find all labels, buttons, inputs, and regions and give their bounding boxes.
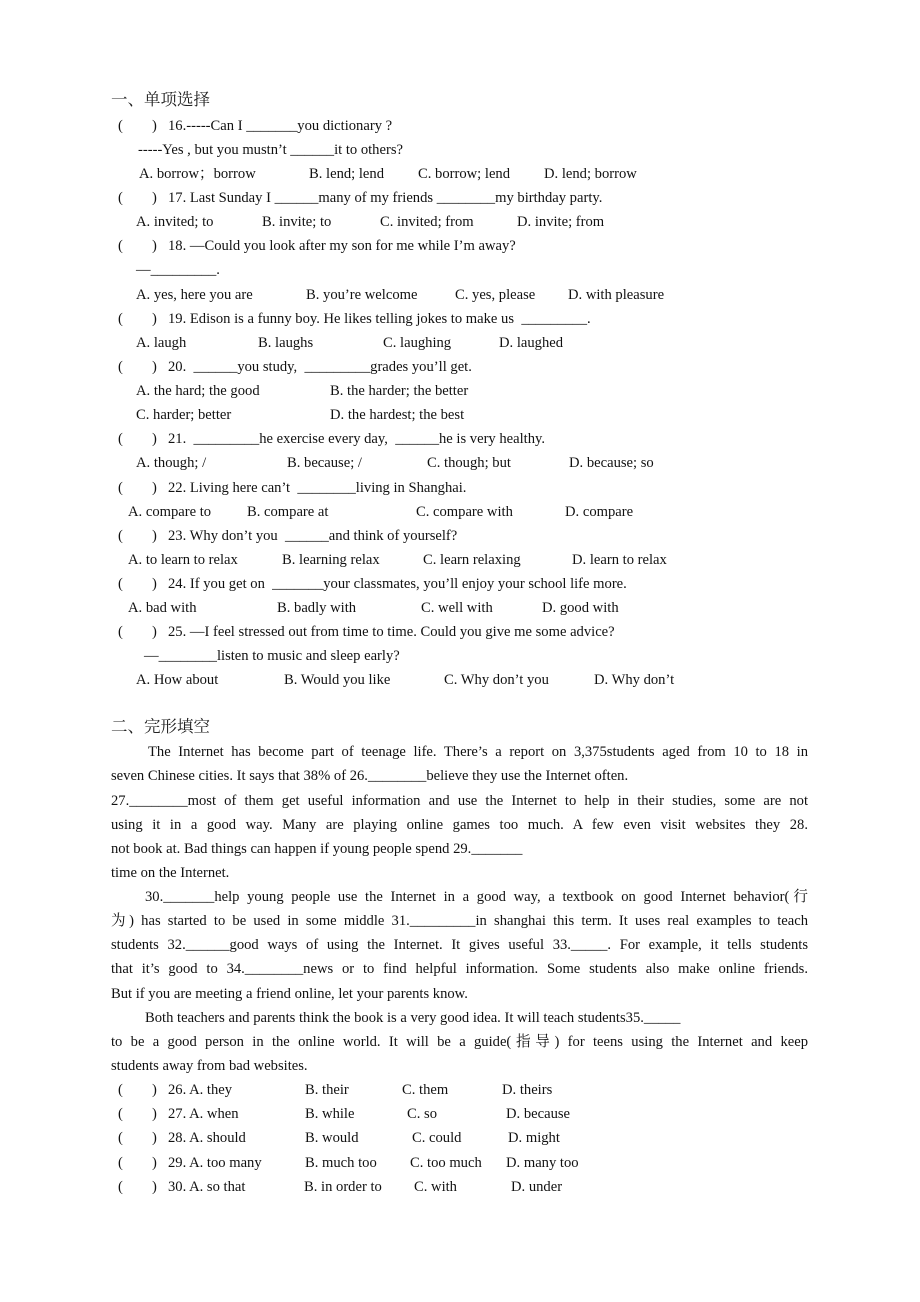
question-text: 23. Why don’t you ______and think of yourself? xyxy=(168,528,458,544)
option-d: D. learn to relax xyxy=(572,552,667,568)
option-d: D. Why don’t xyxy=(594,672,675,688)
option-c: C. yes, please xyxy=(455,287,536,303)
option-c: C. them xyxy=(402,1082,449,1098)
answer-blank-close: ) xyxy=(152,624,157,640)
option-d: D. with pleasure xyxy=(568,287,665,303)
passage-line: that it’s good to 34.________news or to find helpful information. Some students also make online friends. xyxy=(111,961,808,977)
option-a: A. borrow；borrow xyxy=(139,166,256,182)
option-b: B. would xyxy=(305,1130,359,1146)
option-c: C. Why don’t you xyxy=(444,672,549,688)
option-c: C. well with xyxy=(421,600,493,616)
question-25-line2: —________listen to music and sleep early? xyxy=(144,648,400,664)
option-a: A. How about xyxy=(136,672,219,688)
answer-blank-close: ) xyxy=(152,359,157,375)
option-b: B. much too xyxy=(305,1155,377,1171)
answer-blank-open[interactable]: ( xyxy=(118,190,123,206)
answer-blank-open[interactable]: ( xyxy=(118,1130,123,1146)
passage-line: But if you are meeting a friend online, let your parents know. xyxy=(111,986,468,1002)
answer-blank-close: ) xyxy=(152,480,157,496)
answer-blank-open[interactable]: ( xyxy=(118,359,123,375)
option-a: A. compare to xyxy=(128,504,212,520)
passage-line: seven Chinese cities. It says that 38% of 26.________believe they use the Internet often. xyxy=(111,768,629,784)
question-text: 18. —Could you look after my son for me while I’m away? xyxy=(168,238,516,254)
answer-blank-open[interactable]: ( xyxy=(118,118,123,134)
passage-line: not book at. Bad things can happen if young people spend 29._______ xyxy=(111,841,523,857)
option-c: C. so xyxy=(407,1106,438,1122)
option-a: 28. A. should xyxy=(168,1130,246,1146)
answer-blank-close: ) xyxy=(152,431,157,447)
question-text: 16.-----Can I _______you dictionary ? xyxy=(168,118,393,134)
option-d: D. invite; from xyxy=(517,214,605,230)
option-c: C. though; but xyxy=(427,455,511,471)
answer-blank-close: ) xyxy=(152,1106,157,1122)
section1-heading: 一、单项选择 xyxy=(111,90,210,109)
option-c: C. borrow; lend xyxy=(418,166,511,182)
question-text: 21. _________he exercise every day, ______he is very healthy. xyxy=(168,431,546,447)
passage-line: students away from bad websites. xyxy=(111,1058,308,1074)
option-a: A. yes, here you are xyxy=(136,287,253,303)
passage-line: Both teachers and parents think the book is a very good idea. It will teach students35._____ xyxy=(145,1010,681,1026)
option-b: B. Would you like xyxy=(284,672,391,688)
answer-blank-open[interactable]: ( xyxy=(118,576,123,592)
question-text: 19. Edison is a funny boy. He likes telling jokes to make us _________. xyxy=(168,311,591,327)
answer-blank-open[interactable]: ( xyxy=(118,238,123,254)
answer-blank-close: ) xyxy=(152,118,157,134)
answer-blank-close: ) xyxy=(152,311,157,327)
answer-blank-close: ) xyxy=(152,1155,157,1171)
option-d: D. under xyxy=(511,1179,563,1195)
option-b: B. in order to xyxy=(304,1179,382,1195)
answer-blank-open[interactable]: ( xyxy=(118,311,123,327)
option-a: A. though; / xyxy=(136,455,207,471)
answer-blank-close: ) xyxy=(152,528,157,544)
option-a: 30. A. so that xyxy=(168,1179,246,1195)
option-c: C. laughing xyxy=(383,335,452,351)
passage-line: 27.________most of them get useful information and use the Internet to help in their studies, some are not xyxy=(111,793,808,809)
option-c: C. learn relaxing xyxy=(423,552,521,568)
option-b: B. because; / xyxy=(287,455,362,471)
option-d: D. compare xyxy=(565,504,634,520)
answer-blank-open[interactable]: ( xyxy=(118,1106,123,1122)
answer-blank-close: ) xyxy=(152,576,157,592)
option-d: D. laughed xyxy=(499,335,564,351)
option-c: C. harder; better xyxy=(136,407,232,423)
option-c: C. could xyxy=(412,1130,462,1146)
answer-blank-open[interactable]: ( xyxy=(118,1155,123,1171)
section2-heading: 二、完形填空 xyxy=(111,717,210,736)
option-b: B. the harder; the better xyxy=(330,383,469,399)
option-d: D. good with xyxy=(542,600,619,616)
option-d: D. the hardest; the best xyxy=(330,407,465,423)
option-b: B. learning relax xyxy=(282,552,380,568)
option-a: 27. A. when xyxy=(168,1106,239,1122)
option-a: 29. A. too many xyxy=(168,1155,262,1171)
passage-line: time on the Internet. xyxy=(111,865,230,881)
option-d: D. might xyxy=(508,1130,560,1146)
answer-blank-close: ) xyxy=(152,1179,157,1195)
passage-line: 30._______help young people use the Internet in a good way, a textbook on good Internet behavior(行 xyxy=(145,889,808,905)
option-d: D. lend; borrow xyxy=(544,166,637,182)
option-a: A. to learn to relax xyxy=(128,552,238,568)
question-text: 25. —I feel stressed out from time to time. Could you give me some advice? xyxy=(168,624,615,640)
question-18-line2: —_________. xyxy=(136,262,220,278)
question-text: 24. If you get on _______your classmates, you’ll enjoy your school life more. xyxy=(168,576,627,592)
option-b: B. compare at xyxy=(247,504,329,520)
option-a: A. bad with xyxy=(128,600,197,616)
option-c: C. with xyxy=(414,1179,457,1195)
question-text: 17. Last Sunday I ______many of my friends ________my birthday party. xyxy=(168,190,603,206)
answer-blank-close: ) xyxy=(152,190,157,206)
option-b: B. badly with xyxy=(277,600,357,616)
option-a: 26. A. they xyxy=(168,1082,233,1098)
question-16-line2: -----Yes , but you mustn’t ______it to others? xyxy=(138,142,403,158)
passage-line: using it in a good way. Many are playing online games too much. A few even visit websites they 28. xyxy=(111,817,808,833)
option-d: D. because xyxy=(506,1106,571,1122)
question-text: 20. ______you study, _________grades you’ll get. xyxy=(168,359,472,375)
passage-line: 为) has started to be used in some middle 31._________in shanghai this term. It uses real examples to teach xyxy=(111,913,808,929)
answer-blank-open[interactable]: ( xyxy=(118,480,123,496)
answer-blank-open[interactable]: ( xyxy=(118,1179,123,1195)
answer-blank-close: ) xyxy=(152,1082,157,1098)
answer-blank-open[interactable]: ( xyxy=(118,624,123,640)
question-text: 22. Living here can’t ________living in Shanghai. xyxy=(168,480,467,496)
option-a: A. the hard; the good xyxy=(136,383,260,399)
option-b: B. you’re welcome xyxy=(306,287,418,303)
option-c: C. too much xyxy=(410,1155,482,1171)
option-d: D. many too xyxy=(506,1155,579,1171)
option-c: C. invited; from xyxy=(380,214,474,230)
option-a: A. invited; to xyxy=(136,214,214,230)
passage-line: to be a good person in the online world. It will be a guide(指导) for teens using the Internet and keep xyxy=(111,1034,808,1050)
answer-blank-open[interactable]: ( xyxy=(118,1082,123,1098)
passage-line: The Internet has become part of teenage life. There’s a report on 3,375students aged from 10 to 18 in xyxy=(148,744,808,760)
option-b: B. laughs xyxy=(258,335,314,351)
option-d: D. theirs xyxy=(502,1082,553,1098)
passage-line: students 32.______good ways of using the Internet. It gives useful 33._____. For example, it tells students xyxy=(111,937,808,953)
answer-blank-close: ) xyxy=(152,238,157,254)
option-b: B. invite; to xyxy=(262,214,332,230)
answer-blank-open[interactable]: ( xyxy=(118,528,123,544)
answer-blank-open[interactable]: ( xyxy=(118,431,123,447)
option-c: C. compare with xyxy=(416,504,513,520)
option-b: B. while xyxy=(305,1106,355,1122)
option-b: B. their xyxy=(305,1082,349,1098)
option-b: B. lend; lend xyxy=(309,166,384,182)
answer-blank-close: ) xyxy=(152,1130,157,1146)
option-a: A. laugh xyxy=(136,335,187,351)
option-d: D. because; so xyxy=(569,455,654,471)
